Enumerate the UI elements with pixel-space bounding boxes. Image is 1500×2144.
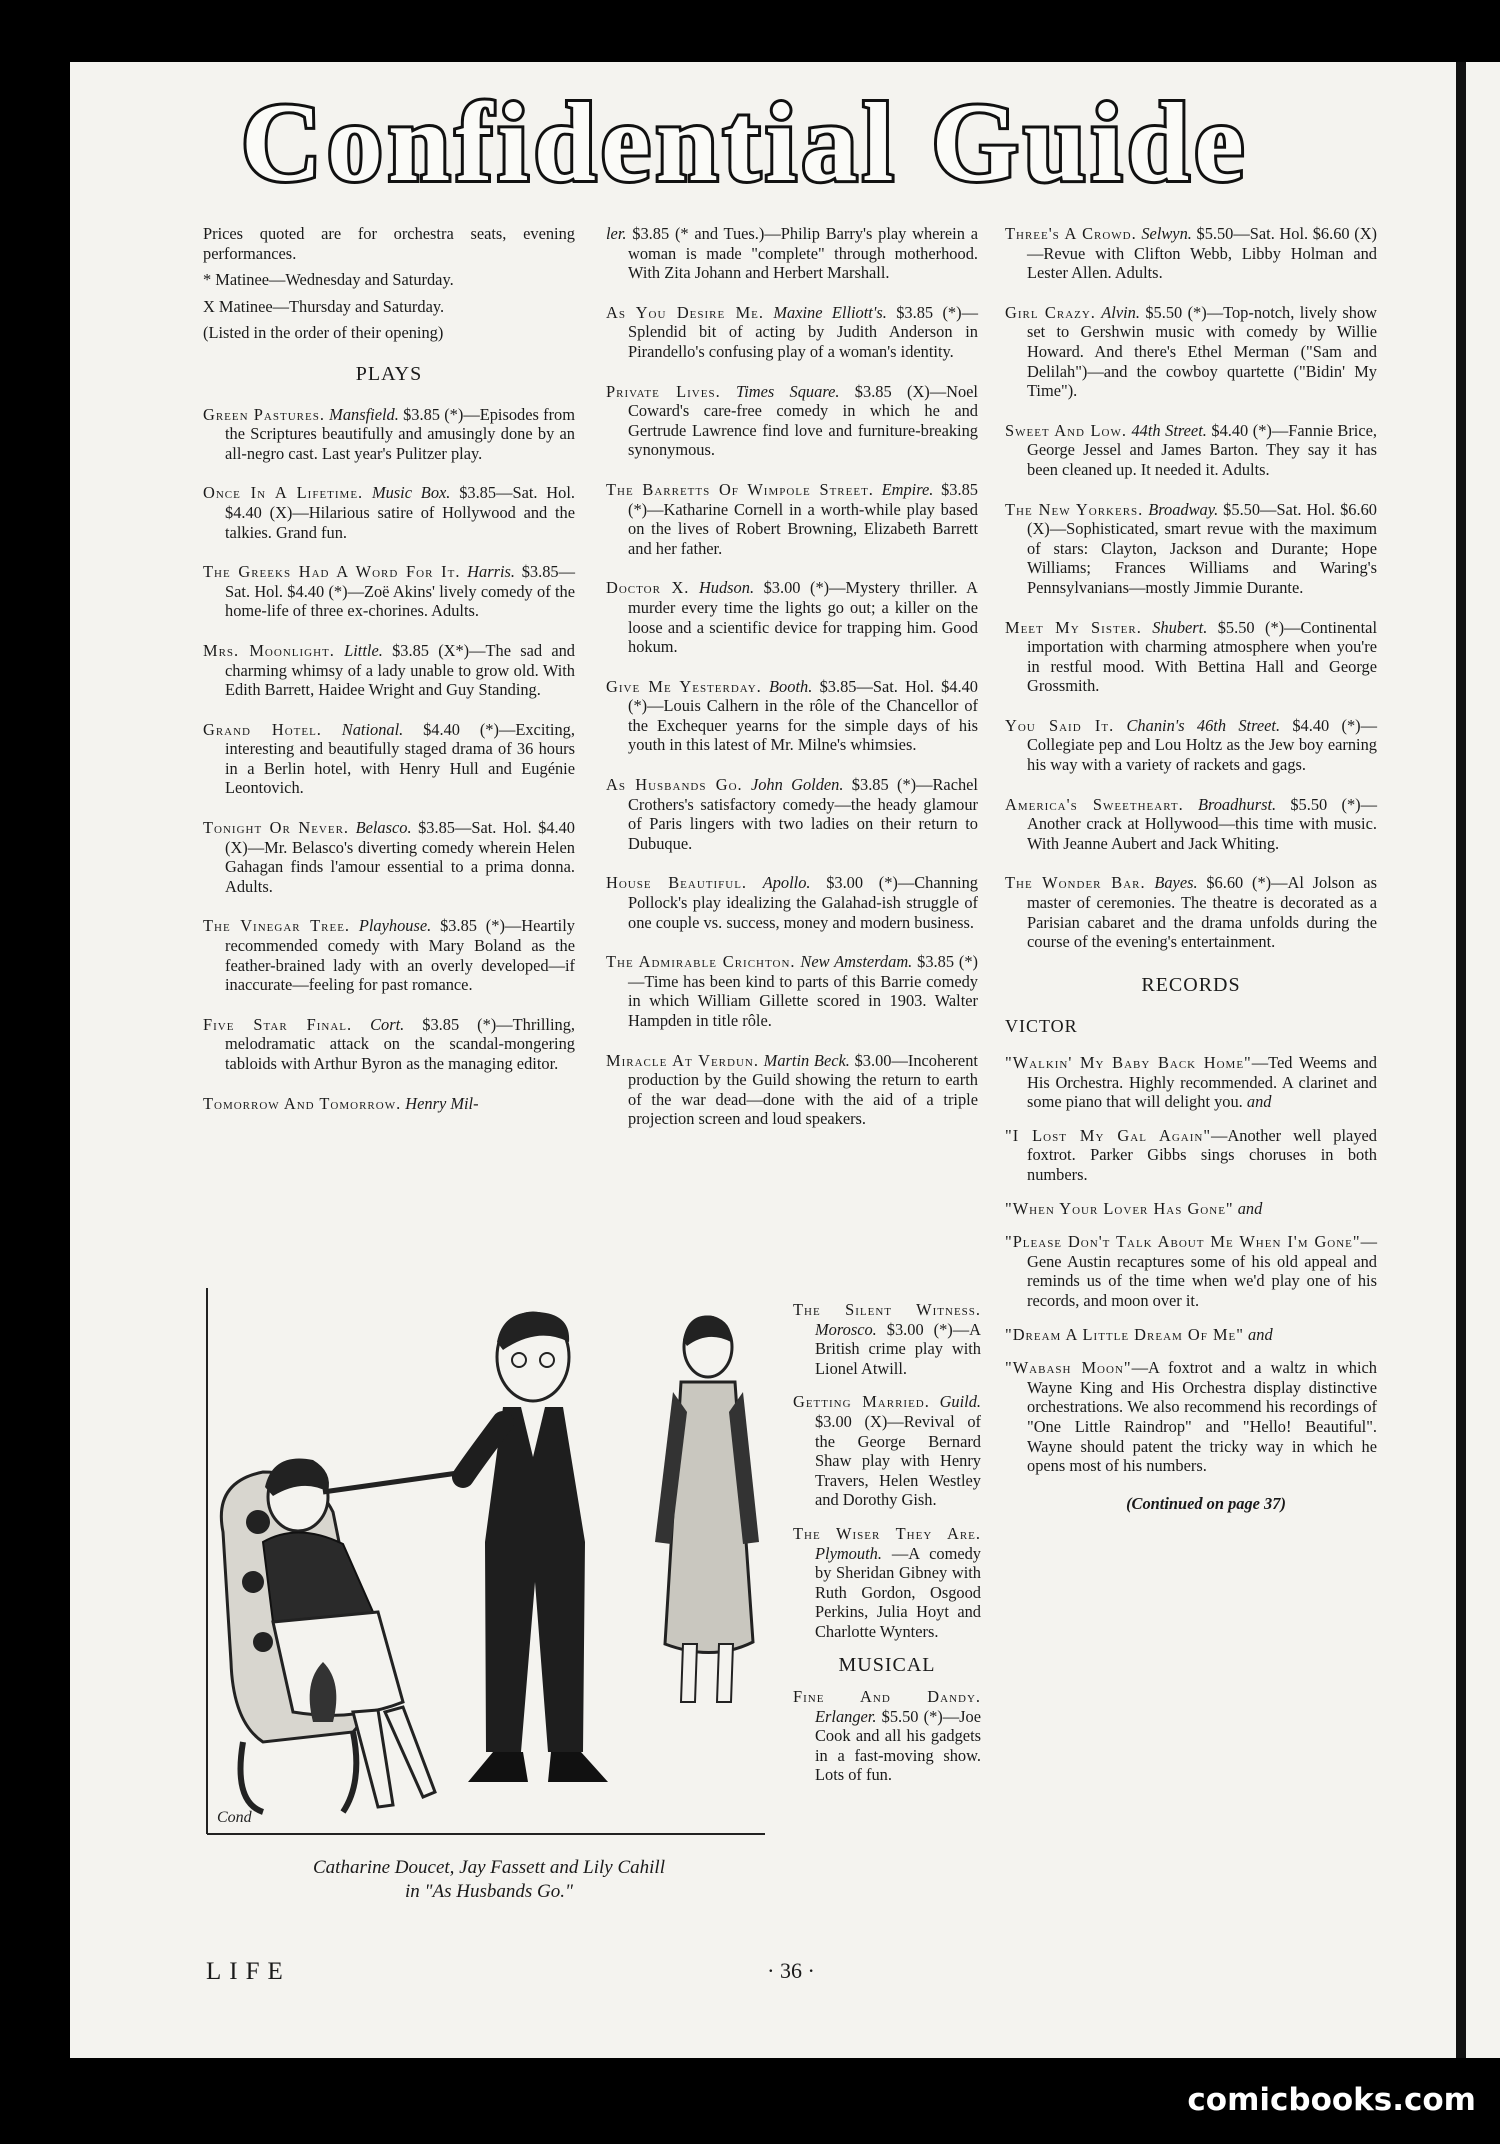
musical-list-first bbox=[793, 1687, 981, 1785]
intro-text: Prices quoted are for orchestra seats, evening performances. bbox=[203, 224, 575, 263]
caption-line-2: in "As Husbands Go." bbox=[405, 1881, 573, 1902]
footer-magazine-name: LIFE bbox=[206, 1958, 291, 1985]
record-description: —Ted Weems and His Orchestra. Highly recommended. A clarinet and some piano that will delight you. bbox=[1027, 1053, 1377, 1112]
record-conjunction: and bbox=[1248, 1324, 1273, 1344]
musical-title: Fine And Dandy. bbox=[793, 1687, 981, 1707]
illustration-caption bbox=[203, 1856, 775, 1904]
play-entry bbox=[606, 873, 978, 932]
play-entry bbox=[203, 916, 575, 994]
play-title: Doctor X. bbox=[606, 578, 690, 598]
musical-description: $4.40 (*)—Fannie Brice, George Jessel and James Barton. They say it has been cleaned up. It needed it. Adults. bbox=[1027, 420, 1377, 479]
play-venue: Plymouth. bbox=[815, 1543, 882, 1563]
play-entry bbox=[606, 578, 978, 656]
play-entry bbox=[203, 483, 575, 542]
play-entry bbox=[606, 775, 978, 853]
play-venue: John Golden. bbox=[750, 775, 844, 795]
intro-matinee-star: * Matinee—Wednesday and Saturday. bbox=[203, 270, 454, 290]
record-conjunction: and bbox=[1246, 1092, 1272, 1112]
play-venue: National. bbox=[341, 719, 404, 739]
play-description: $3.85 (*)—Time has been kind to parts of this Barrie comedy in which William Gillette scored in 1903. Walter Hampden in title rôle. bbox=[628, 952, 978, 1030]
section-heading-plays: PLAYS bbox=[355, 362, 423, 385]
musical-title: Meet My Sister. bbox=[1005, 617, 1142, 637]
record-description: —Another well played foxtrot. Parker Gibbs sings choruses in both numbers. bbox=[1027, 1125, 1377, 1184]
record-title: "Dream A Little Dream Of Me" bbox=[1005, 1324, 1244, 1344]
play-title: Five Star Final. bbox=[203, 1014, 353, 1034]
musical-entry bbox=[1005, 500, 1377, 598]
masthead-title: Confidential Guide bbox=[241, 81, 1249, 205]
watermark-text: comicbooks.com bbox=[1187, 2082, 1476, 2118]
record-entry bbox=[1005, 1053, 1377, 1112]
intro-order-note: (Listed in the order of their opening) bbox=[203, 323, 444, 343]
record-title: "Walkin' My Baby Back Home" bbox=[1005, 1053, 1252, 1072]
play-entry bbox=[203, 405, 575, 464]
column-middle-lower bbox=[793, 1300, 981, 1799]
gutter-shadow bbox=[1456, 62, 1466, 2058]
musical-title: America's Sweetheart. bbox=[1005, 794, 1184, 814]
play-description: $4.40 (*)—Exciting, interesting and beautifully staged drama of 36 hours in a Berlin hotel, with Henry Hull and Eugénie Leontovich. bbox=[225, 719, 575, 798]
play-venue: Music Box. bbox=[371, 483, 451, 503]
record-description: —A foxtrot and a waltz in which Wayne King and His Orchestra display distinctive orchestrations. We also recommend his recordings of "One Little Raindrop" and "Hello! Beautiful". Wayne should patent the tricky way in which he opens most of his numbers. bbox=[1027, 1358, 1377, 1476]
standing-woman-figure bbox=[655, 1316, 759, 1703]
play-description: $3.85 (* and Tues.)—Philip Barry's play wherein a woman is made "complete" through motherhood. With Zita Johann and Herbert Marshall. bbox=[628, 224, 978, 283]
musical-description: $5.50 (*)—Continental importation with charming atmosphere when you're in restful mood. With Bettina Hall and George Grossmith. bbox=[1027, 617, 1377, 696]
musical-venue: Bayes. bbox=[1154, 873, 1198, 893]
play-entry bbox=[606, 677, 978, 755]
play-title: The Vinegar Tree. bbox=[203, 916, 351, 936]
play-title: The Barretts Of Wimpole Street. bbox=[606, 479, 874, 499]
musical-description: $5.50 (*)—Joe Cook and all his gadgets in a fast-moving show. Lots of fun. bbox=[815, 1706, 981, 1785]
musical-venue: 44th Street. bbox=[1131, 420, 1207, 440]
play-venue: Booth. bbox=[769, 676, 813, 696]
record-description: —Gene Austin recaptures some of his old appeal and reminds us of the time when we'd play one of his records, and moon over it. bbox=[1027, 1232, 1377, 1310]
play-description: $3.00—Incoherent production by the Guild showing the return to earth of the war dead—done with the aid of a triple projection screen and loud speakers. bbox=[628, 1050, 978, 1129]
play-venue: Maxine Elliott's. bbox=[773, 302, 887, 322]
musical-list bbox=[1005, 224, 1377, 952]
musical-description: $4.40 (*)—Collegiate pep and Lou Holtz as the Jew boy earning his way with a variety of rackets and gags. bbox=[1027, 715, 1377, 775]
plays-list-left bbox=[203, 405, 575, 1114]
play-title: Private Lives. bbox=[606, 381, 721, 401]
column-middle bbox=[606, 224, 978, 1149]
musical-venue: Alvin. bbox=[1101, 302, 1140, 322]
musical-entry bbox=[793, 1687, 981, 1785]
record-entry bbox=[1005, 1232, 1377, 1310]
play-venue: Belasco. bbox=[355, 818, 412, 838]
play-entry bbox=[606, 303, 978, 362]
musical-venue: Selwyn. bbox=[1141, 224, 1192, 243]
play-venue: Guild. bbox=[939, 1392, 981, 1412]
cigarette-holder bbox=[323, 1472, 465, 1492]
section-heading-musical: MUSICAL bbox=[838, 1653, 936, 1676]
play-title: Give Me Yesterday. bbox=[606, 676, 762, 696]
play-entry bbox=[203, 818, 575, 896]
musical-title: Three's A Crowd. bbox=[1005, 224, 1137, 243]
play-venue: ler. bbox=[606, 224, 627, 243]
play-venue: Playhouse. bbox=[358, 916, 432, 936]
play-description: $3.00 (*)—A British crime play with Lionel Atwill. bbox=[815, 1319, 981, 1378]
record-entry bbox=[1005, 1126, 1377, 1185]
record-title: "Please Don't Talk About Me When I'm Gone" bbox=[1005, 1232, 1361, 1252]
plays-list-middle-lower bbox=[793, 1300, 981, 1642]
record-title: "Wabash Moon" bbox=[1005, 1358, 1132, 1378]
play-entry bbox=[203, 1015, 575, 1074]
caricature-illustration bbox=[203, 1282, 775, 1840]
play-description: $3.85 (*)—Thrilling, melodramatic attack on the scandal-mongering tabloids with Arthur Byron as the managing editor. bbox=[225, 1014, 575, 1073]
play-venue: Times Square. bbox=[735, 381, 840, 401]
column-right bbox=[1005, 224, 1377, 1513]
play-description: $3.00 (*)—Channing Pollock's play idealizing the Galahad-ish struggle of one couple vs. success, money and modern business. bbox=[628, 873, 978, 932]
musical-entry bbox=[1005, 618, 1377, 696]
musical-venue: Erlanger. bbox=[815, 1706, 877, 1726]
intro-matinee-x: X Matinee—Thursday and Saturday. bbox=[203, 296, 445, 316]
records-list bbox=[1005, 1053, 1377, 1476]
play-title: Grand Hotel. bbox=[203, 719, 322, 739]
play-description: $3.85—Sat. Hol. $4.40 (X)—Hilarious satire of Hollywood and the talkies. Grand fun. bbox=[225, 483, 575, 542]
record-title: "When Your Lover Has Gone" bbox=[1005, 1198, 1234, 1218]
play-entry bbox=[606, 1051, 978, 1129]
play-description: $3.00 (*)—Mystery thriller. A murder every time the lights go out; a killer on the loose and a scientific device for trapping him. Good hokum. bbox=[628, 578, 978, 657]
musical-venue: Shubert. bbox=[1152, 617, 1208, 637]
musical-entry bbox=[1005, 303, 1377, 401]
play-description: —A comedy by Sheridan Gibney with Ruth Gordon, Osgood Perkins, Julia Hoyt and Charlotte Wynters. bbox=[815, 1543, 981, 1641]
play-venue: Apollo. bbox=[762, 873, 811, 893]
record-label-heading: VICTOR bbox=[1005, 1016, 1078, 1037]
continued-note: (Continued on page 37) bbox=[1126, 1493, 1286, 1513]
plays-list-middle bbox=[606, 224, 978, 1129]
play-title: Tomorrow And Tomorrow. bbox=[203, 1093, 402, 1113]
column-left bbox=[203, 224, 575, 1133]
musical-title: Sweet And Low. bbox=[1005, 420, 1127, 440]
play-venue: New Amsterdam. bbox=[800, 952, 913, 972]
standing-man-figure bbox=[463, 1312, 608, 1782]
record-entry bbox=[1005, 1358, 1377, 1476]
play-title: Tonight Or Never. bbox=[203, 818, 350, 838]
play-description: $3.85 (*)—Episodes from the Scriptures beautifully and amusingly done by an all-negro cast. Last year's Pulitzer play. bbox=[225, 404, 575, 463]
play-entry bbox=[203, 1094, 575, 1114]
musical-venue: Broadhurst. bbox=[1197, 794, 1277, 814]
play-description: $3.85 (*)—Katharine Cornell in a worth-while play based on the lives of Robert Browning, Elizabeth Barrett and her father. bbox=[628, 479, 978, 558]
play-venue: Henry Mil- bbox=[405, 1093, 479, 1113]
play-title: The Silent Witness. bbox=[793, 1300, 981, 1319]
next-page-edge bbox=[1466, 62, 1500, 2058]
musical-entry bbox=[1005, 421, 1377, 480]
record-entry bbox=[1005, 1199, 1377, 1219]
artist-signature: Cond bbox=[217, 1809, 252, 1826]
musical-entry bbox=[1005, 795, 1377, 854]
musical-title: Girl Crazy. bbox=[1005, 302, 1096, 322]
play-description: $3.85 (*)—Splendid bit of acting by Judith Anderson in Pirandello's confusing play of a woman's identity. bbox=[628, 302, 978, 361]
play-title: The Greeks Had A Word For It. bbox=[203, 562, 461, 582]
play-venue: Cort. bbox=[370, 1014, 405, 1034]
play-description: $3.85 (X*)—The sad and charming whimsy of a lady unable to grow old. With Edith Barrett, Haidee Wright and Guy Standing. bbox=[225, 640, 575, 700]
caption-line-1: Catharine Doucet, Jay Fassett and Lily Cahill bbox=[313, 1857, 665, 1878]
play-description: $3.85—Sat. Hol. $4.40 (*)—Zoë Akins' lively comedy of the home-life of three ex-chorines. Adults. bbox=[225, 562, 575, 621]
play-entry bbox=[793, 1392, 981, 1510]
musical-title: The New Yorkers. bbox=[1005, 499, 1144, 519]
play-entry bbox=[793, 1524, 981, 1642]
play-entry bbox=[203, 562, 575, 621]
play-venue: Harris. bbox=[467, 562, 515, 582]
play-title: Getting Married. bbox=[793, 1392, 930, 1412]
record-title: "I Lost My Gal Again" bbox=[1005, 1125, 1212, 1145]
play-description: $3.85 (X)—Noel Coward's care-free comedy in which he and Gertrude Lawrence find love and furniture-breaking synonymous. bbox=[628, 381, 978, 460]
play-title: As Husbands Go. bbox=[606, 775, 743, 795]
play-description: $3.85—Sat. Hol. $4.40 (X)—Mr. Belasco's diverting comedy wherein Helen Gahagan finds l'amour essential to a prima donna. Adults. bbox=[225, 818, 575, 896]
play-description: $3.85—Sat. Hol. $4.40 (*)—Louis Calhern in the rôle of the Chancellor of the Exchequer yearns for the simple days of his youth in this latest of Mr. Milne's whimsies. bbox=[628, 676, 978, 755]
play-venue: Martin Beck. bbox=[763, 1050, 850, 1070]
play-description: $3.85 (*)—Heartily recommended comedy with Mary Boland as the feather-brained lady with an overly developed—if inaccurate—feeling for past romance. bbox=[225, 916, 575, 995]
musical-entry bbox=[1005, 224, 1377, 283]
play-title: Green Pastures. bbox=[203, 404, 325, 424]
record-entry bbox=[1005, 1325, 1377, 1345]
musical-entry bbox=[1005, 873, 1377, 951]
play-description: $3.85 (*)—Rachel Crothers's satisfactory comedy—the heady glamour of Paris lingers with two ladies on their return to Dubuque. bbox=[628, 775, 978, 853]
musical-entry bbox=[1005, 716, 1377, 775]
play-entry bbox=[606, 952, 978, 1030]
musical-title: The Wonder Bar. bbox=[1005, 873, 1146, 893]
play-venue: Empire. bbox=[881, 479, 934, 499]
musical-venue: Chanin's 46th Street. bbox=[1126, 715, 1281, 735]
footer-page-number: · 36 · bbox=[767, 1958, 815, 1983]
play-title: Once In A Lifetime. bbox=[203, 483, 364, 503]
musical-description: $5.50 (*)—Top-notch, lively show set to Gershwin music with comedy by Willie Howard. And there's Ethel Merman ("Sam and Delilah")—and the cowboy quartette ("Bidin' My Time"). bbox=[1027, 302, 1377, 401]
play-title: The Wiser They Are. bbox=[793, 1523, 981, 1543]
play-venue: Hudson. bbox=[698, 578, 755, 598]
play-venue: Mansfield. bbox=[329, 404, 399, 424]
play-title: Miracle At Verdun. bbox=[606, 1050, 759, 1070]
musical-description: $5.50—Sat. Hol. $6.60 (X)—Sophisticated, smart revue with the maximum of stars: Clayton, Jackson and Durante; Hope Williams; Frances Williams and Waring's Pennsylvanians—mostly Jimmie Durante. bbox=[1027, 499, 1377, 597]
play-venue: Little. bbox=[344, 640, 383, 660]
section-heading-records: RECORDS bbox=[1141, 973, 1241, 996]
play-venue: Morosco. bbox=[815, 1319, 877, 1339]
play-title: Mrs. Moonlight. bbox=[203, 640, 335, 660]
musical-description: $5.50 (*)—Another crack at Hollywood—this time with music. With Jeanne Aubert and Jack Whiting. bbox=[1027, 794, 1377, 853]
play-entry bbox=[203, 641, 575, 700]
musical-title: You Said It. bbox=[1005, 715, 1115, 735]
record-conjunction: and bbox=[1237, 1198, 1263, 1218]
play-title: The Admirable Crichton. bbox=[606, 952, 796, 972]
musical-description: $5.50—Sat. Hol. $6.60 (X)—Revue with Clifton Webb, Libby Holman and Lester Allen. Adults. bbox=[1027, 224, 1377, 283]
musical-venue: Broadway. bbox=[1148, 499, 1219, 519]
musical-description: $6.60 (*)—Al Jolson as master of ceremonies. The theatre is decorated as a Parisian cabaret and the drama unfolds during the course of the evening's entertainment. bbox=[1027, 873, 1377, 952]
play-entry bbox=[606, 382, 978, 460]
play-title: House Beautiful. bbox=[606, 873, 748, 893]
seated-woman-figure bbox=[263, 1459, 435, 1807]
play-entry bbox=[606, 224, 978, 283]
play-description: $3.00 (X)—Revival of the George Bernard Shaw play with Henry Travers, Helen Westley and Dorothy Gish. bbox=[815, 1411, 981, 1510]
play-entry bbox=[203, 720, 575, 798]
play-entry bbox=[606, 480, 978, 558]
play-title: As You Desire Me. bbox=[606, 302, 764, 322]
play-entry bbox=[793, 1300, 981, 1378]
